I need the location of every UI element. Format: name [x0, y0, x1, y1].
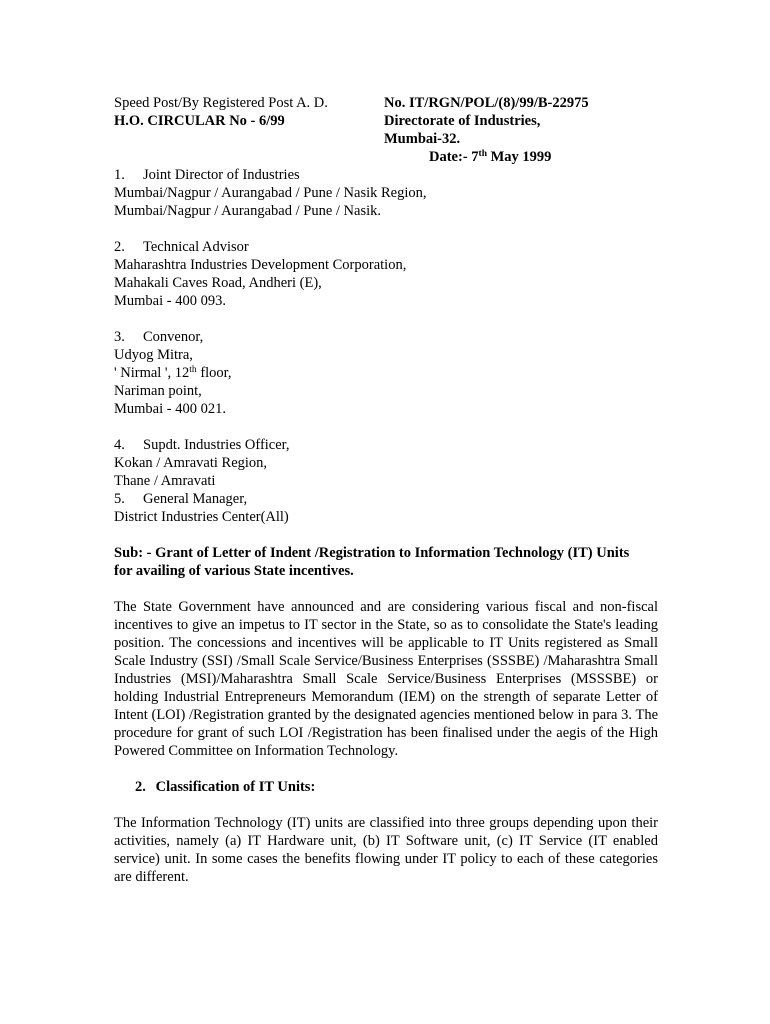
recipient-number: 1.: [114, 167, 125, 183]
recipient-number: 4.: [114, 437, 125, 453]
recipient-4: [114, 436, 658, 490]
address-line: Mumbai/Nagpur / Aurangabad / Pune / Nasik.: [114, 203, 381, 219]
recipient-number: 5.: [114, 491, 125, 507]
recipient-1: [114, 166, 658, 220]
recipient-number: 3.: [114, 329, 125, 345]
office-city: Mumbai-32.: [384, 131, 461, 147]
address-line: Udyog Mitra,: [114, 347, 193, 363]
header-right: [384, 94, 684, 166]
reference-number: No. IT/RGN/POL/(8)/99/B-22975: [384, 95, 589, 111]
address-line: Kokan / Amravati Region,: [114, 455, 268, 471]
recipient-number: 2.: [114, 239, 125, 255]
recipient-2: [114, 238, 658, 310]
subject-line: Sub: - Grant of Letter of Indent /Registration to Information Technology (IT) Units for availing of various State incentives.: [114, 545, 630, 579]
address-line: Maharashtra Industries Development Corporation,: [114, 257, 407, 273]
recipient-title: General Manager,: [143, 491, 248, 507]
paragraph-classification: The Information Technology (IT) units are classified into three groups depending upon their activities, namely (a) IT Hardware unit, (b) IT Software unit, (c) IT Service (IT enabled service) unit. In some cases the benefits flowing under IT policy to each of these categories are different.: [114, 815, 658, 885]
address-line: Nariman point,: [114, 383, 202, 399]
address-line: Mumbai/Nagpur / Aurangabad / Pune / Nasik Region,: [114, 185, 427, 201]
recipient-5: [114, 490, 658, 526]
section-heading-classification: 2. Classification of IT Units:: [135, 779, 316, 795]
address-line: ' Nirmal ', 12th floor,: [114, 365, 232, 381]
header-left: [114, 94, 374, 130]
recipient-title: Joint Director of Industries: [143, 167, 300, 183]
paragraph-intro: The State Government have announced and are considering various fiscal and non-fiscal incentives to give an impetus to IT sector in the State, so as to consolidate the State's leading position. The concessions and incentives will be applicable to IT Units registered as Small Scale Industry (SSI) /Small Scale Service/Business Enterprises (SSSBE) /Maharashtra Small Industries (MSI)/Maharashtra Small Scale Service/Business Enterprises (MSSSBE) or holding Industrial Entrepreneurs Memorandum (IEM) on the strength of separate Letter of Intent (LOI) /Registration granted by the designated agencies mentioned below in para 3. The procedure for grant of such LOI /Registration has been finalised under the aegis of the High Powered Committee on Information Technology.: [114, 599, 658, 759]
address-line: District Industries Center(All): [114, 509, 289, 525]
address-line: Thane / Amravati: [114, 473, 216, 489]
circular-number: H.O. CIRCULAR No - 6/99: [114, 113, 285, 129]
recipient-title: Technical Advisor: [143, 239, 249, 255]
letter-body: [114, 166, 658, 886]
address-line: Mahakali Caves Road, Andheri (E),: [114, 275, 322, 291]
recipient-3: [114, 328, 658, 418]
address-line: Mumbai - 400 093.: [114, 293, 226, 309]
recipient-title: Supdt. Industries Officer,: [143, 437, 290, 453]
issuing-office: Directorate of Industries,: [384, 113, 541, 129]
issue-date: Date:- 7th May 1999: [429, 149, 552, 165]
dispatch-mode: Speed Post/By Registered Post A. D.: [114, 95, 328, 111]
recipient-title: Convenor,: [143, 329, 204, 345]
address-line: Mumbai - 400 021.: [114, 401, 226, 417]
